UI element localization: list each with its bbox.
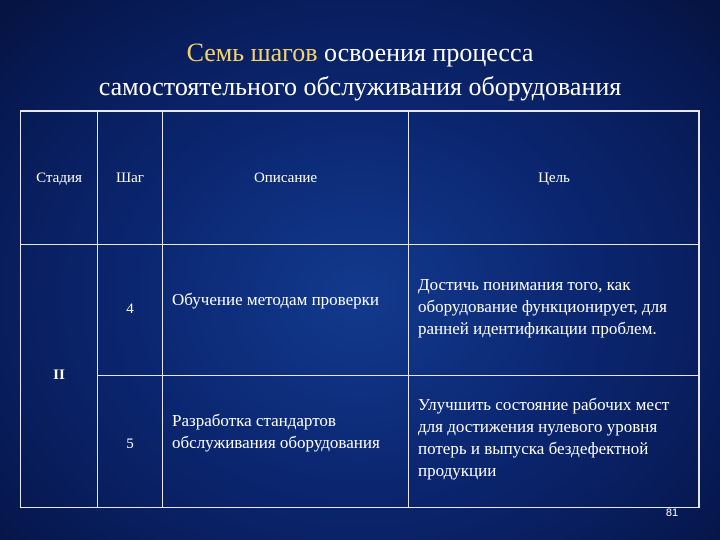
table-row-description: Обучение методам проверки [172,290,380,309]
table-row-description: Разработка стандартов обслуживания оборудования [172,411,380,452]
header-goal: Цель [538,170,570,186]
row-divider [97,375,700,376]
table-border-bottom [20,507,700,508]
table-row-step: 4 [126,301,134,317]
table-border-top [20,110,700,112]
header-description: Описание [253,170,318,186]
page-number: 81 [665,507,679,519]
table-row-goal: Достичь понимания того, как оборудование функционирует, для ранней идентификации проблем. [418,275,667,338]
title-highlight: Семь шагов [186,38,318,67]
table-row-step: 5 [126,436,134,452]
table-row-goal: Улучшить состояние рабочих мест для достижения нулевого уровня потерь и выпуска бездефектной продукции [418,395,670,480]
row-divider [20,244,700,245]
header-step: Шаг [116,170,144,186]
title-line-1-rest: освоения процесса [317,38,534,67]
header-stage: Стадия [36,170,82,186]
title-line-2: самостоятельного обслуживания оборудования [98,72,622,101]
stage-value: II [53,367,65,383]
